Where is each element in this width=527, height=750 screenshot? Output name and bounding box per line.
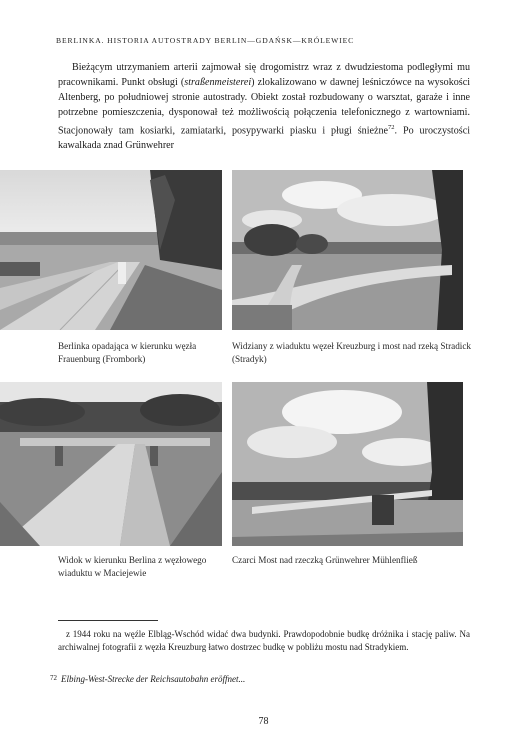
running-head: BERLINKA. HISTORIA AUTOSTRADY BERLIN—GDAŃSK—KRÓLEWIEC (56, 36, 355, 45)
photo-highway-descending (0, 170, 222, 330)
caption-photo-2: Widziany z wiaduktu węzeł Kreuzburg i most nad rzeką Stradick (Stradyk) (232, 341, 472, 364)
photo-kreuzburg-junction (232, 170, 463, 330)
caption-photo-1: Berlinka opadająca w kierunku węzła Frauenburg (Frombork) (58, 341, 197, 364)
footnote-continuation: z 1944 roku na węźle Elbląg-Wschód widać dwa budynki. Prawdopodobnie budkę dróżnika i stację paliw. Na archiwalnej fotografii z węzła Kreuzburg łatwo dostrzec budkę w pobliżu mostu nad Stradykiem. (58, 629, 470, 652)
page-number: 78 (258, 716, 269, 727)
italic-term: straßenmeisterei (184, 77, 252, 88)
footnote-72 (50, 672, 470, 686)
photo-czarci-most (232, 382, 463, 546)
caption-photo-4: Czarci Most nad rzeczką Grünwehrer Mühlenfließ (232, 555, 418, 565)
photo-viaduct-view (0, 382, 222, 546)
footnote-text: Elbing-West-Strecke der Reichsautobahn eröffnet... (61, 674, 246, 684)
body-paragraph: Bieżącym utrzymaniem arterii zajmował się drogomistrz wraz z dwudziestoma podległymi mu pracownikami. Punkt obsługi (straßenmeisterei) zlokalizowano w dawnej leśniczówce na wysokości Altenberg, po południowej stronie autostrady. Obiekt został rozbudowany o warsztat, garaże i inne potrzebne pomieszczenia, dysponował też możliwością połączenia telefonicznego z wartowniami. Stacjonowały tam kosiarki, zamiatarki, posypywarki piasku i pługi śnieżne$^{72}$. Po uroczystości kawalkada znad Grünwehrer (58, 62, 470, 152)
body-text (58, 60, 470, 153)
footnote-number: 72 (50, 674, 57, 682)
footnote-rule (58, 620, 158, 621)
footnote-ref[interactable]: 72 (388, 124, 395, 131)
caption-photo-3: Widok w kierunku Berlina z węzłowego wiaduktu w Maciejewie (58, 555, 207, 578)
